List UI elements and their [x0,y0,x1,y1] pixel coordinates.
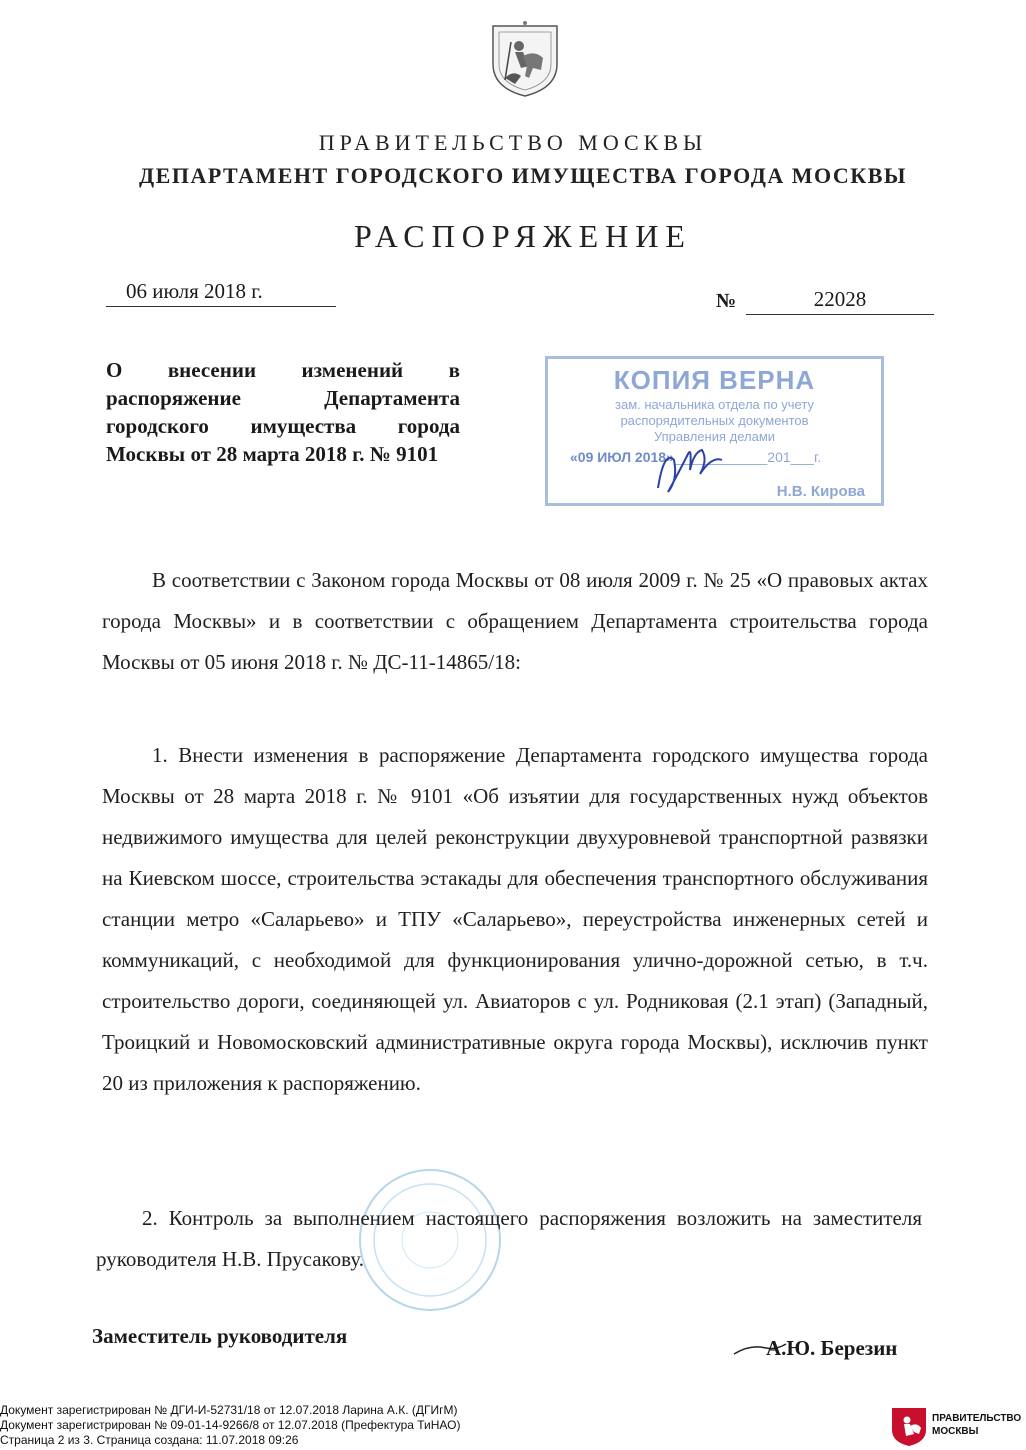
registration-footer [0,1403,461,1448]
document-subject: О внесении изменений в распоряжение Департамента городского имущества города Москвы от 28 марта 2018 г. № 9101 [106,358,460,466]
document-type: РАСПОРЯЖЕНИЕ [354,218,692,254]
signer-role: Заместитель руководителя [92,1324,348,1348]
stamp-date: «09 ИЮЛ 2018»____________201___г. [570,449,822,465]
preamble-paragraph: В соответствии с Законом города Москвы от 08 июля 2009 г. № 25 «О правовых актах города Москвы» и в соответствии с обращением Департамента строительства города Москвы от 05 июня 2018 г. № ДС-11-14865/18: [102,568,928,674]
number-label: № [716,290,737,312]
stamp-position: зам. начальника отдела по учету распорядительных документов Управления делами [615,397,814,444]
stamp-name: Н.В. Кирова [776,483,865,500]
clause-2-paragraph: 2. Контроль за выполнением настоящего распоряжения возложить на заместителя руководителя Н.В. Прусакову. [96,1206,922,1271]
moscow-coat-of-arms-icon [485,20,565,98]
clause-1-paragraph: 1. Внести изменения в распоряжение Департамента городского имущества города Москвы от 28 марта 2018 г. № 9101 «Об изъятии для государственных нужд объектов недвижимого имущества для целей реконструкции двухуровневой транспортной развязки на Киевском шоссе, строительства эстакады для обеспечения транспортного обслуживания станции метро «Саларьево» и ТПУ «Саларьево», переустройства инженерных сетей и коммуникаций, с необходимой для функционирования улично-дорожной сетью, в т.ч. строительство дороги, соединяющей ул. Авиаторов с ул. Родниковая (2.1 этап) (Западный, Троицкий и Новомосковский административные округа города Москвы), исключив пункт 20 из приложения к распоряжению. [102,743,928,1095]
document-number: 22028 [746,287,934,315]
registration-line-2: Документ зарегистрирован № 09-01-14-9266/8 от 12.07.2018 (Префектура ТиНАО) [0,1418,461,1432]
stamp-title: КОПИЯ ВЕРНА [613,365,816,395]
department-title: ДЕПАРТАМЕНТ ГОРОДСКОГО ИМУЩЕСТВА ГОРОДА МОСКВЫ [139,163,907,188]
government-title: ПРАВИТЕЛЬСТВО МОСКВЫ [318,130,708,155]
registration-line-1: Документ зарегистрирован № ДГИ-И-52731/18 от 12.07.2018 Ларина А.К. (ДГИгМ) [0,1403,458,1417]
moscow-government-logo-text: ПРАВИТЕЛЬСТВО МОСКВЫ [932,1413,1022,1437]
document-date: 06 июля 2018 г. [106,279,336,307]
signer-name: А.Ю. Березин [766,1336,898,1360]
stamp-signature-icon [650,430,730,500]
page-info: Страница 2 из 3. Страница создана: 11.07.2018 09:26 [0,1433,299,1447]
